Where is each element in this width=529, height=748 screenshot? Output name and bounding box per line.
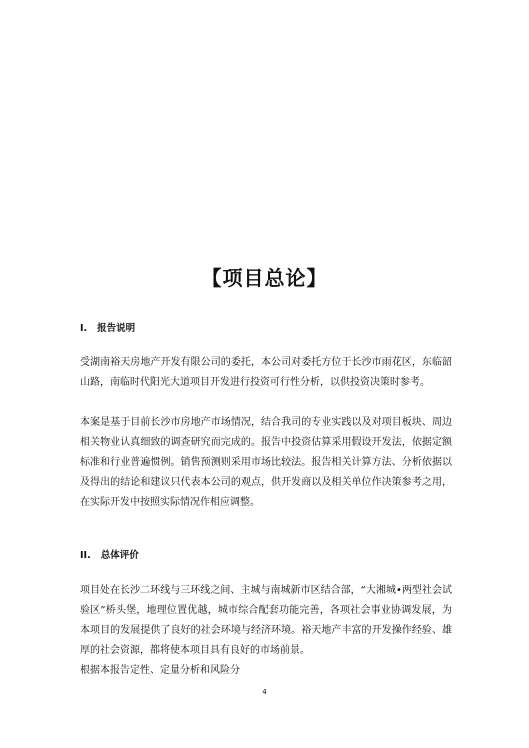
paragraph: 根据本报告定性、定量分析和风险分 xyxy=(80,665,240,676)
section-heading-report xyxy=(80,320,135,334)
paragraph: 项目处在长沙二环线与三环线之间、主城与南城新市区结合部，“大湘城•两型社会试验区”桥头堡，地理位置优越，城市综合配套功能完善，各项社会事业协调发展，为本项目的发展提供了良好的社会环境与经济环境。裕天地产丰富的开发操作经验、雄厚的社会资源，都将使本项目具有良好的市场前景。 xyxy=(80,585,452,656)
paragraph: 受湖南裕天房地产开发有限公司的委托，本公司对委托方位于长沙市雨花区，东临韶山路，南临时代阳光大道项目开发进行投资可行性分析，以供投资决策时参考。 xyxy=(80,357,452,388)
section-title: 报告说明 xyxy=(97,323,136,334)
page-number: 4 xyxy=(262,688,267,696)
section-number: II. xyxy=(80,550,91,561)
section-number: I. xyxy=(80,323,88,334)
page-title: 【项目总论】 xyxy=(201,266,328,290)
section-heading-evaluation xyxy=(80,547,139,561)
paragraph: 本案是基于目前长沙市房地产市场情况，结合我司的专业实践以及对项目板块、周边相关物业认真细致的调查研究而完成的。报告中投资估算采用假设开发法，依据定额标准和行业普遍惯例。销售预测则采用市场比较法。报告相关计算方法、分析依据以及得出的结论和建议只代表本公司的观点，供开发商以及相关单位作决策参考之用，在实际开发中按照实际情况作相应调整。 xyxy=(80,417,452,508)
section-title: 总体评价 xyxy=(100,550,139,561)
